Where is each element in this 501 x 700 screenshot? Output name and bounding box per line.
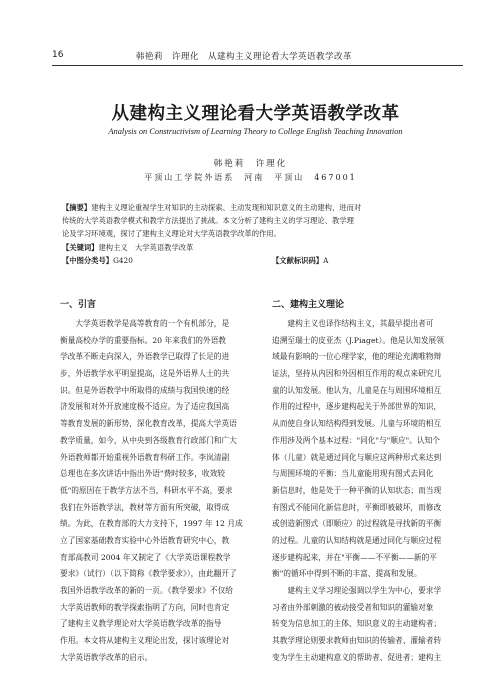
- text-line: 域最有影响的一位心理学家，他的理论充满唯物辩: [272, 352, 442, 362]
- article-affiliation: 平顶山工学院外语系 河南 平顶山 467001: [144, 173, 357, 182]
- abstract-line: 传统的大学英语教学模式和教学方法提出了挑战。本文分析了建构主义的学习理论、教学理: [62, 216, 354, 225]
- running-title: 韩艳莉 许理化 从建构主义理论看大学英语教学改革: [136, 52, 353, 62]
- text-line: 等教育发展的新形势，深化教育改革，提高大学英语: [60, 419, 237, 429]
- classification-line: [62, 254, 242, 267]
- running-header: [52, 48, 463, 64]
- keywords-label: 【关键词】: [62, 243, 99, 252]
- keywords-line: [62, 241, 445, 254]
- text-line: 衡"的循环中得到不断的丰富、提高和发展。: [272, 569, 422, 579]
- classification-label: 【中图分类号】: [62, 256, 114, 265]
- text-line: 育部高教司 2004 年又制定了《大学英语课程教学: [60, 552, 231, 562]
- text-line: 逐步建构起来，并在"平衡——不平衡——新的平: [272, 552, 437, 562]
- header-rule: [52, 65, 463, 66]
- text-line: 绩。为此，在教育部的大力支持下，1997 年 12 月成: [60, 519, 243, 529]
- text-line: 新信息时，他是处于一种平衡的认知状态；而当现: [272, 485, 442, 495]
- text-line: 变为学生主动建构意义的帮助者、促进者；建构主: [272, 652, 442, 662]
- text-line: 我们在外语教学法，教材等方面有所突破，取得成: [60, 502, 230, 512]
- abstract-line: 论及学习环境观，探讨了建构主义理论对大学英语教学改革的作用。: [62, 229, 281, 238]
- article-title-english: Analysis on Constructivism of Learning Theory to College English Teaching Innovation: [108, 127, 403, 136]
- text-line: 大学英语教学改革的启示。: [60, 652, 153, 662]
- right-column: [272, 316, 472, 666]
- text-line: 建构主义学习理论强调以学生为中心，要求学: [272, 586, 442, 595]
- text-line: 有图式不能同化新信息时，平衡即被破坏，而修改: [272, 502, 442, 512]
- text-line: 转变为信息加工的主体、知识意义的主动建构者；: [272, 619, 442, 629]
- abstract-label: 【摘要】: [62, 203, 92, 212]
- text-line: 作用的过程中，逐步建构起关于外部世界的知识，: [272, 402, 442, 412]
- section-heading-constructivism: 二、建构主义理论: [272, 300, 345, 310]
- text-line: 从而使自身认知结构得到发展。儿童与环境的相互: [272, 419, 442, 429]
- text-line: 外语教师都开始重视外语教育科研工作。李岚清副: [60, 452, 230, 462]
- text-line: 与周围环境的平衡：当儿童能用现有图式去同化: [272, 469, 434, 479]
- article-title: 从建构主义理论看大学英语教学改革: [111, 104, 400, 124]
- text-line: 大学英语教学是高等教育的一个有机部分，是: [60, 319, 230, 328]
- article-authors: 韩艳莉 许理化: [213, 159, 288, 169]
- document-code-line: [272, 254, 328, 267]
- text-line: 大学英语教师的教学探索指明了方向，同时也肯定: [60, 602, 230, 612]
- document-code: A: [323, 256, 329, 265]
- text-line: 作用涉及两个基本过程："同化"与"顺应"。认知个: [272, 435, 440, 445]
- text-line: 童的认知发展。他认为，儿童是在与周围环境相互: [272, 385, 442, 395]
- document-code-label: 【文献标识码】: [272, 256, 324, 265]
- abstract-text: 建构主义理论重视学生对知识的主动探索、主动发现和知识意义的主动建构，进而对: [91, 203, 362, 212]
- text-line: 了建构主义教学理论对大学英语教学改革的指导: [60, 619, 222, 629]
- text-line: 识。但是外语教学中所取得的成绩与我国快速的经: [60, 385, 230, 395]
- text-line: 证法，坚持从内因和外因相互作用的观点来研究儿: [272, 369, 442, 379]
- page-number: 16: [52, 50, 64, 60]
- text-line: 体（儿童）就是通过同化与顺应这两种形式来达到: [272, 452, 442, 462]
- section-heading-introduction: 一、引言: [60, 300, 97, 310]
- classification-code: G420: [113, 256, 133, 265]
- text-line: 我国外语教学改革的新的一页。《教学要求》不仅给: [60, 586, 233, 595]
- text-line: 作用。本文将从建构主义理论出发，探讨该理论对: [60, 636, 230, 646]
- text-line: 步，外语教学水平明显提高，这是外语界人士的共: [60, 369, 230, 379]
- left-column: [60, 316, 260, 666]
- text-line: 济发展和对外开放速度极不适应。为了适应我国高: [60, 402, 230, 412]
- text-line: 追溯至瑞士的皮亚杰（J.Piaget）。他是认知发展领: [272, 335, 444, 345]
- text-line: 或创造新图式（即顺应）的过程就是寻找新的平衡: [272, 519, 442, 529]
- text-line: 的过程。儿童的认知结构就是通过同化与顺应过程: [272, 535, 442, 545]
- text-line: 其教学理论则要求教师由知识的传输者、灌输者转: [272, 636, 442, 646]
- text-line: 教学质量，如今，从中央到各级教育行政部门和广大: [60, 435, 237, 445]
- abstract-line: [62, 201, 445, 214]
- text-line: 要求》（试行）（以下简称《教学要求》），由此翻开了: [60, 569, 237, 579]
- text-line: 立了国家基础教育实验中心外语教育研究中心，教: [60, 535, 230, 545]
- keywords-text: 建构主义 大学英语教学改革: [98, 243, 194, 252]
- text-line: 习者由外部刺激的被动接受者和知识的灌输对象: [272, 602, 434, 612]
- text-line: 学改革不断走向深入，外语教学已取得了长足的进: [60, 352, 230, 362]
- text-line: 衡量高校办学的重要指标。20 年来我们的外语教: [60, 335, 226, 345]
- text-line: 建构主义也译作结构主义，其最早提出者可: [272, 319, 434, 328]
- text-line: 总理也在多次讲话中指出外语"费时较多，收效较: [60, 469, 225, 479]
- text-line: 低"的原因在于教学方法不当，科研水平不高，要求: [60, 485, 233, 495]
